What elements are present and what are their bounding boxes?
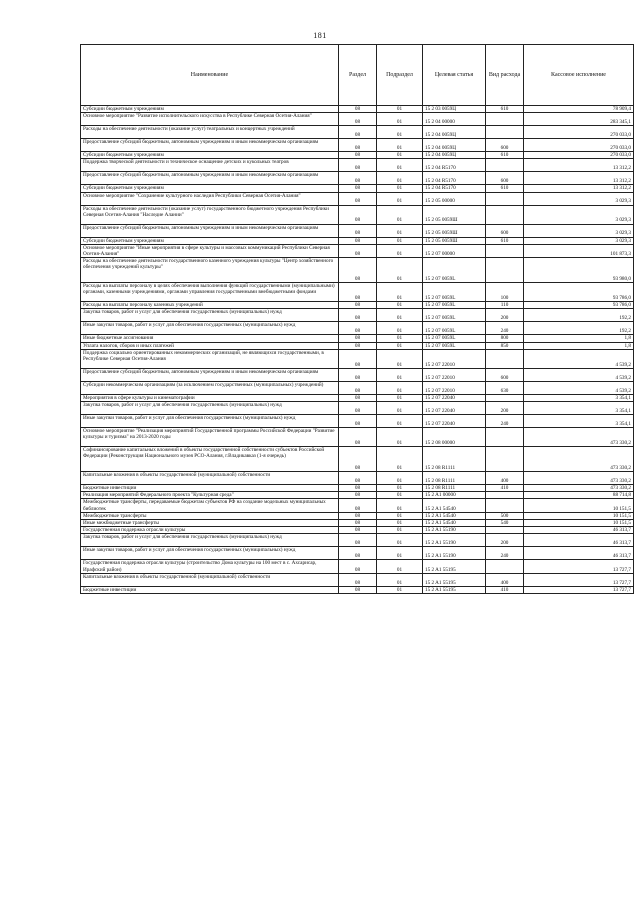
row-razdel: 08 [339, 492, 377, 499]
row-celevaya-statya: 15 2 07 0059L [423, 302, 486, 309]
row-podrazdel: 01 [377, 172, 423, 185]
row-name: Предоставление субсидий бюджетным, автономным учреждениям и иным некоммерческим организациям [81, 139, 339, 152]
row-celevaya-statya: 15 2 04 R5170 [423, 185, 486, 192]
row-vid-raskhoda: 630 [486, 381, 524, 394]
table-row [81, 499, 634, 512]
row-name: Уплата налогов, сборов и иных платежей [81, 342, 339, 349]
row-celevaya-statya: 15 2 07 0059L [423, 309, 486, 322]
header-kassovoe-ispolnenie: Кассовое исполнение [524, 45, 634, 106]
table-row [81, 547, 634, 560]
row-vid-raskhoda [486, 499, 524, 512]
row-kassovoe-ispolnenie: 13 312,2 [524, 172, 634, 185]
row-name: Расходы на обеспечение деятельности (оказание услуг) государственного бюджетного учреждения Республики Северная Осетия-Алания "Наследие Алании" [81, 205, 339, 224]
row-name: Субсидии бюджетным учреждениям [81, 185, 339, 192]
row-celevaya-statya: 15 2 07 0059L [423, 258, 486, 283]
row-razdel: 08 [339, 283, 377, 302]
row-podrazdel: 01 [377, 560, 423, 573]
row-kassovoe-ispolnenie: 3 029,3 [524, 192, 634, 205]
row-kassovoe-ispolnenie: 1,8 [524, 342, 634, 349]
row-podrazdel: 01 [377, 139, 423, 152]
row-celevaya-statya: 15 2 07 22010 [423, 381, 486, 394]
row-kassovoe-ispolnenie: 88 714,8 [524, 492, 634, 499]
table-row [81, 302, 634, 309]
row-celevaya-statya: 15 2 05 0059Ш [423, 224, 486, 237]
row-razdel: 08 [339, 152, 377, 159]
row-vid-raskhoda: 400 [486, 472, 524, 485]
row-celevaya-statya: 15 2 08 R1111 [423, 485, 486, 492]
row-name: Капитальные вложения в объекты государственной (муниципальной) собственности [81, 472, 339, 485]
row-celevaya-statya: 15 2 07 22040 [423, 402, 486, 415]
row-name: Иные закупки товаров, работ и услуг для обеспечения государственных (муниципальных) нужд [81, 547, 339, 560]
table-row [81, 573, 634, 586]
row-podrazdel: 01 [377, 113, 423, 126]
row-celevaya-statya: 15 2 A1 00000 [423, 492, 486, 499]
row-name: Субсидии бюджетным учреждениям [81, 106, 339, 113]
row-podrazdel: 01 [377, 302, 423, 309]
row-name: Межбюджетные трансферты, передаваемые бюджетам субъектов РФ на создание модельных муниципальных библиотек [81, 499, 339, 512]
table-row [81, 139, 634, 152]
row-kassovoe-ispolnenie: 10 151,5 [524, 520, 634, 527]
header-row [81, 45, 634, 106]
row-name: Поддержка творческой деятельности и техническое оснащение детских и кукольных театров [81, 159, 339, 172]
row-vid-raskhoda [486, 205, 524, 224]
table-row [81, 381, 634, 394]
row-podrazdel: 01 [377, 152, 423, 159]
row-vid-raskhoda: 610 [486, 152, 524, 159]
row-kassovoe-ispolnenie: 13 727,7 [524, 560, 634, 573]
row-razdel: 08 [339, 309, 377, 322]
table-row [81, 402, 634, 415]
row-podrazdel: 01 [377, 349, 423, 368]
row-celevaya-statya: 15 2 04 R5170 [423, 159, 486, 172]
row-podrazdel: 01 [377, 499, 423, 512]
row-vid-raskhoda: 500 [486, 512, 524, 519]
row-celevaya-statya: 15 2 04 0059Ц [423, 126, 486, 139]
table-row [81, 527, 634, 534]
row-vid-raskhoda [486, 349, 524, 368]
row-podrazdel: 01 [377, 192, 423, 205]
row-podrazdel: 01 [377, 126, 423, 139]
table-body [81, 106, 634, 594]
row-razdel: 08 [339, 560, 377, 573]
row-razdel: 08 [339, 342, 377, 349]
row-vid-raskhoda: 240 [486, 415, 524, 428]
row-vid-raskhoda [486, 447, 524, 472]
table-row [81, 283, 634, 302]
row-kassovoe-ispolnenie: 473 330,2 [524, 428, 634, 447]
row-kassovoe-ispolnenie: 3 029,3 [524, 237, 634, 244]
table-row [81, 126, 634, 139]
row-name: Бюджетные инвестиции [81, 586, 339, 593]
row-vid-raskhoda: 400 [486, 573, 524, 586]
row-podrazdel: 01 [377, 258, 423, 283]
table-row [81, 185, 634, 192]
row-razdel: 08 [339, 172, 377, 185]
row-celevaya-statya: 15 2 04 0059Ц [423, 152, 486, 159]
row-vid-raskhoda: 110 [486, 302, 524, 309]
row-celevaya-statya: 15 2 07 0059L [423, 283, 486, 302]
row-vid-raskhoda: 610 [486, 185, 524, 192]
row-celevaya-statya: 15 2 05 0059Ш [423, 205, 486, 224]
header-celevaya-statya: Целевая статья [423, 45, 486, 106]
row-podrazdel: 01 [377, 415, 423, 428]
row-name: Мероприятия в сфере культуры и кинематографии [81, 394, 339, 401]
row-kassovoe-ispolnenie: 46 313,7 [524, 527, 634, 534]
table-row [81, 113, 634, 126]
row-kassovoe-ispolnenie: 283 345,1 [524, 113, 634, 126]
row-razdel: 08 [339, 258, 377, 283]
row-podrazdel: 01 [377, 244, 423, 257]
row-name: Иные закупки товаров, работ и услуг для обеспечения государственных (муниципальных) нужд [81, 322, 339, 335]
row-razdel: 08 [339, 520, 377, 527]
row-podrazdel: 01 [377, 309, 423, 322]
row-celevaya-statya: 15 2 07 0059L [423, 342, 486, 349]
row-name: Основное мероприятие "Сохранение культурного наследия Республики Северная Осетия-Алания" [81, 192, 339, 205]
row-podrazdel: 01 [377, 573, 423, 586]
row-razdel: 08 [339, 205, 377, 224]
table-row [81, 394, 634, 401]
row-vid-raskhoda: 240 [486, 322, 524, 335]
table-row [81, 335, 634, 342]
row-podrazdel: 01 [377, 512, 423, 519]
row-podrazdel: 01 [377, 322, 423, 335]
header-name: Наименование [81, 45, 339, 106]
row-kassovoe-ispolnenie: 4 539,2 [524, 381, 634, 394]
row-vid-raskhoda: 600 [486, 139, 524, 152]
row-kassovoe-ispolnenie: 473 330,2 [524, 447, 634, 472]
row-celevaya-statya: 15 2 A1 55190 [423, 534, 486, 547]
row-kassovoe-ispolnenie: 46 313,7 [524, 547, 634, 560]
row-razdel: 08 [339, 126, 377, 139]
row-kassovoe-ispolnenie: 473 330,2 [524, 472, 634, 485]
table-row [81, 368, 634, 381]
row-razdel: 08 [339, 381, 377, 394]
row-kassovoe-ispolnenie: 46 313,7 [524, 534, 634, 547]
row-celevaya-statya: 15 2 08 00000 [423, 428, 486, 447]
row-razdel: 08 [339, 113, 377, 126]
row-razdel: 08 [339, 192, 377, 205]
row-celevaya-statya: 15 2 A1 55195 [423, 560, 486, 573]
table-row [81, 428, 634, 447]
row-razdel: 08 [339, 547, 377, 560]
row-celevaya-statya: 15 2 07 00000 [423, 244, 486, 257]
row-vid-raskhoda: 600 [486, 172, 524, 185]
row-podrazdel: 01 [377, 381, 423, 394]
row-kassovoe-ispolnenie: 270 033,0 [524, 139, 634, 152]
table-row [81, 534, 634, 547]
row-vid-raskhoda: 200 [486, 309, 524, 322]
table-row [81, 106, 634, 113]
table-row [81, 349, 634, 368]
row-name: Софинансирование капитальных вложений в объекты государственной собственности субъектов Российской Федерации (Реконструкция Национального музея РСО-Алания, г.Владикавказ (1-я очередь) [81, 447, 339, 472]
row-razdel: 08 [339, 159, 377, 172]
row-name: Государственная поддержка отрасли культуры [81, 527, 339, 534]
row-celevaya-statya: 15 2 A1 55195 [423, 573, 486, 586]
row-name: Капитальные вложения в объекты государственной (муниципальной) собственности [81, 573, 339, 586]
row-celevaya-statya: 15 2 08 R1111 [423, 472, 486, 485]
row-vid-raskhoda [486, 192, 524, 205]
row-name: Субсидии бюджетным учреждениям [81, 152, 339, 159]
row-razdel: 08 [339, 139, 377, 152]
row-podrazdel: 01 [377, 447, 423, 472]
row-podrazdel: 01 [377, 159, 423, 172]
row-vid-raskhoda [486, 560, 524, 573]
table-row [81, 205, 634, 224]
table-row [81, 192, 634, 205]
row-celevaya-statya: 15 2 A1 55190 [423, 527, 486, 534]
row-celevaya-statya: 15 2 A1 54540 [423, 499, 486, 512]
row-razdel: 08 [339, 244, 377, 257]
row-razdel: 08 [339, 335, 377, 342]
row-name: Закупка товаров, работ и услуг для обеспечения государственных (муниципальных) нужд [81, 402, 339, 415]
page-number: 181 [313, 31, 327, 40]
row-vid-raskhoda [486, 126, 524, 139]
row-vid-raskhoda: 610 [486, 106, 524, 113]
row-celevaya-statya: 15 2 08 R1111 [423, 447, 486, 472]
row-podrazdel: 01 [377, 527, 423, 534]
row-kassovoe-ispolnenie: 270 033,0 [524, 126, 634, 139]
row-vid-raskhoda: 540 [486, 520, 524, 527]
table-row [81, 172, 634, 185]
row-podrazdel: 01 [377, 283, 423, 302]
row-podrazdel: 01 [377, 205, 423, 224]
row-kassovoe-ispolnenie: 3 029,3 [524, 205, 634, 224]
row-kassovoe-ispolnenie: 13 727,7 [524, 586, 634, 593]
row-celevaya-statya: 15 2 04 R5170 [423, 172, 486, 185]
row-name: Государственная поддержка отрасли культуры (строительство Дома культуры на 100 мест в с. Ахсарисар, Ирафский район) [81, 560, 339, 573]
row-podrazdel: 01 [377, 185, 423, 192]
table-row [81, 472, 634, 485]
row-vid-raskhoda [486, 527, 524, 534]
row-kassovoe-ispolnenie: 10 151,5 [524, 512, 634, 519]
row-podrazdel: 01 [377, 335, 423, 342]
row-vid-raskhoda: 600 [486, 224, 524, 237]
header-podrazdel: Подраздел [377, 45, 423, 106]
row-name: Расходы на обеспечение деятельности государственного казенного учреждения культуры "Центр хозяйственного обеспечения учреждений культуры" [81, 258, 339, 283]
row-name: Расходы на обеспечение деятельности (оказание услуг) театральных и концертных учреждений [81, 126, 339, 139]
row-name: Иные бюджетные ассигнования [81, 335, 339, 342]
row-vid-raskhoda: 410 [486, 485, 524, 492]
row-celevaya-statya: 15 2 A1 55190 [423, 547, 486, 560]
row-kassovoe-ispolnenie: 101 873,3 [524, 244, 634, 257]
row-razdel: 08 [339, 573, 377, 586]
row-razdel: 08 [339, 237, 377, 244]
table-row [81, 237, 634, 244]
row-kassovoe-ispolnenie: 192,2 [524, 309, 634, 322]
row-razdel: 08 [339, 106, 377, 113]
row-kassovoe-ispolnenie: 270 033,0 [524, 152, 634, 159]
row-podrazdel: 01 [377, 368, 423, 381]
row-kassovoe-ispolnenie: 13 312,2 [524, 159, 634, 172]
row-kassovoe-ispolnenie: 10 151,5 [524, 499, 634, 512]
row-vid-raskhoda: 800 [486, 335, 524, 342]
header-razdel: Раздел [339, 45, 377, 106]
row-kassovoe-ispolnenie: 4 539,2 [524, 368, 634, 381]
row-razdel: 08 [339, 485, 377, 492]
row-name: Реализация мероприятий Федерального проекта "Культурная среда" [81, 492, 339, 499]
row-podrazdel: 01 [377, 547, 423, 560]
row-celevaya-statya: 15 2 04 0059Ц [423, 139, 486, 152]
row-podrazdel: 01 [377, 492, 423, 499]
table-row [81, 447, 634, 472]
row-celevaya-statya: 15 2 A1 54540 [423, 512, 486, 519]
row-vid-raskhoda: 610 [486, 237, 524, 244]
header-vid-raskhoda: Вид расхода [486, 45, 524, 106]
row-celevaya-statya: 15 2 07 22010 [423, 349, 486, 368]
table-header [81, 45, 634, 106]
table-row [81, 309, 634, 322]
row-kassovoe-ispolnenie: 93 786,0 [524, 283, 634, 302]
row-celevaya-statya: 15 2 A1 55195 [423, 586, 486, 593]
row-vid-raskhoda: 410 [486, 586, 524, 593]
row-name: Иные закупки товаров, работ и услуг для обеспечения государственных (муниципальных) нужд [81, 415, 339, 428]
row-celevaya-statya: 15 2 07 22010 [423, 368, 486, 381]
row-razdel: 08 [339, 185, 377, 192]
row-name: Расходы на выплаты персоналу в целях обеспечения выполнения функций государственными (муниципальными) органами, казенными учреждениями, органами управления государственными внебюджетными фондами [81, 283, 339, 302]
row-celevaya-statya: 15 2 A1 54540 [423, 520, 486, 527]
row-celevaya-statya: 15 2 03 0059Ц [423, 106, 486, 113]
table-row [81, 152, 634, 159]
row-razdel: 08 [339, 224, 377, 237]
row-kassovoe-ispolnenie: 93 786,0 [524, 302, 634, 309]
row-kassovoe-ispolnenie: 93 980,0 [524, 258, 634, 283]
row-vid-raskhoda: 200 [486, 534, 524, 547]
row-podrazdel: 01 [377, 342, 423, 349]
row-podrazdel: 01 [377, 520, 423, 527]
table-row [81, 586, 634, 593]
row-razdel: 08 [339, 447, 377, 472]
row-podrazdel: 01 [377, 402, 423, 415]
row-razdel: 08 [339, 472, 377, 485]
table-row [81, 415, 634, 428]
row-name: Бюджетные инвестиции [81, 485, 339, 492]
row-kassovoe-ispolnenie: 192,2 [524, 322, 634, 335]
table-row [81, 322, 634, 335]
table-row [81, 485, 634, 492]
row-kassovoe-ispolnenie: 1,8 [524, 335, 634, 342]
row-razdel: 08 [339, 428, 377, 447]
row-name: Иные межбюджетные трансферты [81, 520, 339, 527]
table-row [81, 512, 634, 519]
row-celevaya-statya: 15 2 07 22040 [423, 394, 486, 401]
row-kassovoe-ispolnenie: 13 727,7 [524, 573, 634, 586]
row-kassovoe-ispolnenie: 3 354,1 [524, 394, 634, 401]
row-razdel: 08 [339, 402, 377, 415]
row-name: Основное мероприятие "Реализация мероприятий Государственной программы Российской Федерации "Развитие культуры и туризма" на 2013-2020 годы [81, 428, 339, 447]
table-row [81, 244, 634, 257]
row-kassovoe-ispolnenie: 3 354,1 [524, 402, 634, 415]
row-celevaya-statya: 15 2 05 0059Ш [423, 237, 486, 244]
row-celevaya-statya: 15 2 07 22040 [423, 415, 486, 428]
row-podrazdel: 01 [377, 224, 423, 237]
row-vid-raskhoda: 600 [486, 368, 524, 381]
row-razdel: 08 [339, 394, 377, 401]
row-vid-raskhoda: 200 [486, 402, 524, 415]
table-row [81, 342, 634, 349]
row-razdel: 08 [339, 368, 377, 381]
row-name: Предоставление субсидий бюджетным, автономным учреждениям и иным некоммерческим организациям [81, 224, 339, 237]
row-vid-raskhoda [486, 428, 524, 447]
row-name: Расходы на выплаты персоналу казенных учреждений [81, 302, 339, 309]
row-celevaya-statya: 15 2 07 0059L [423, 335, 486, 342]
row-vid-raskhoda [486, 492, 524, 499]
row-razdel: 08 [339, 415, 377, 428]
row-vid-raskhoda [486, 394, 524, 401]
row-podrazdel: 01 [377, 237, 423, 244]
row-podrazdel: 01 [377, 586, 423, 593]
budget-table [80, 44, 634, 594]
row-razdel: 08 [339, 349, 377, 368]
row-vid-raskhoda [486, 258, 524, 283]
row-razdel: 08 [339, 512, 377, 519]
row-razdel: 08 [339, 586, 377, 593]
row-vid-raskhoda: 850 [486, 342, 524, 349]
row-kassovoe-ispolnenie: 3 354,1 [524, 415, 634, 428]
row-name: Предоставление субсидий бюджетным, автономным учреждениям и иным некоммерческим организациям [81, 368, 339, 381]
row-celevaya-statya: 15 2 05 00000 [423, 192, 486, 205]
table-row [81, 224, 634, 237]
row-vid-raskhoda: 100 [486, 283, 524, 302]
row-kassovoe-ispolnenie: 78 909,4 [524, 106, 634, 113]
row-name: Основное мероприятие "Иные мероприятия в сфере культуры и массовых коммуникаций Республики Северная Осетия-Алания" [81, 244, 339, 257]
row-name: Закупка товаров, работ и услуг для обеспечения государственных (муниципальных) нужд [81, 534, 339, 547]
table-row [81, 159, 634, 172]
row-kassovoe-ispolnenie: 3 029,3 [524, 224, 634, 237]
row-name: Поддержка социально ориентированных некоммерческих организаций, не являющихся государственными, в Республике Северная Осетия-Алания [81, 349, 339, 368]
row-name: Субсидии некоммерческим организациям (за исключением государственных (муниципальных) учреждений) [81, 381, 339, 394]
row-razdel: 08 [339, 499, 377, 512]
table-row [81, 520, 634, 527]
row-name: Предоставление субсидий бюджетным, автономным учреждениям и иным некоммерческим организациям [81, 172, 339, 185]
row-name: Субсидии бюджетным учреждениям [81, 237, 339, 244]
table-row [81, 560, 634, 573]
row-podrazdel: 01 [377, 394, 423, 401]
row-razdel: 08 [339, 322, 377, 335]
row-podrazdel: 01 [377, 534, 423, 547]
row-vid-raskhoda [486, 244, 524, 257]
row-kassovoe-ispolnenie: 13 312,2 [524, 185, 634, 192]
row-name: Межбюджетные трансферты [81, 512, 339, 519]
row-vid-raskhoda [486, 113, 524, 126]
row-vid-raskhoda [486, 159, 524, 172]
row-celevaya-statya: 15 2 07 0059L [423, 322, 486, 335]
row-razdel: 08 [339, 302, 377, 309]
row-kassovoe-ispolnenie: 473 330,2 [524, 485, 634, 492]
row-podrazdel: 01 [377, 106, 423, 113]
table-row [81, 492, 634, 499]
row-podrazdel: 01 [377, 485, 423, 492]
row-podrazdel: 01 [377, 428, 423, 447]
row-celevaya-statya: 15 2 04 00000 [423, 113, 486, 126]
row-vid-raskhoda: 240 [486, 547, 524, 560]
row-podrazdel: 01 [377, 472, 423, 485]
row-razdel: 08 [339, 534, 377, 547]
row-kassovoe-ispolnenie: 4 539,2 [524, 349, 634, 368]
row-razdel: 08 [339, 527, 377, 534]
row-name: Закупка товаров, работ и услуг для обеспечения государственных (муниципальных) нужд [81, 309, 339, 322]
table-row [81, 258, 634, 283]
row-name: Основное мероприятие "Развитие исполнительского искусства в Республике Северная Осетия-Алания" [81, 113, 339, 126]
